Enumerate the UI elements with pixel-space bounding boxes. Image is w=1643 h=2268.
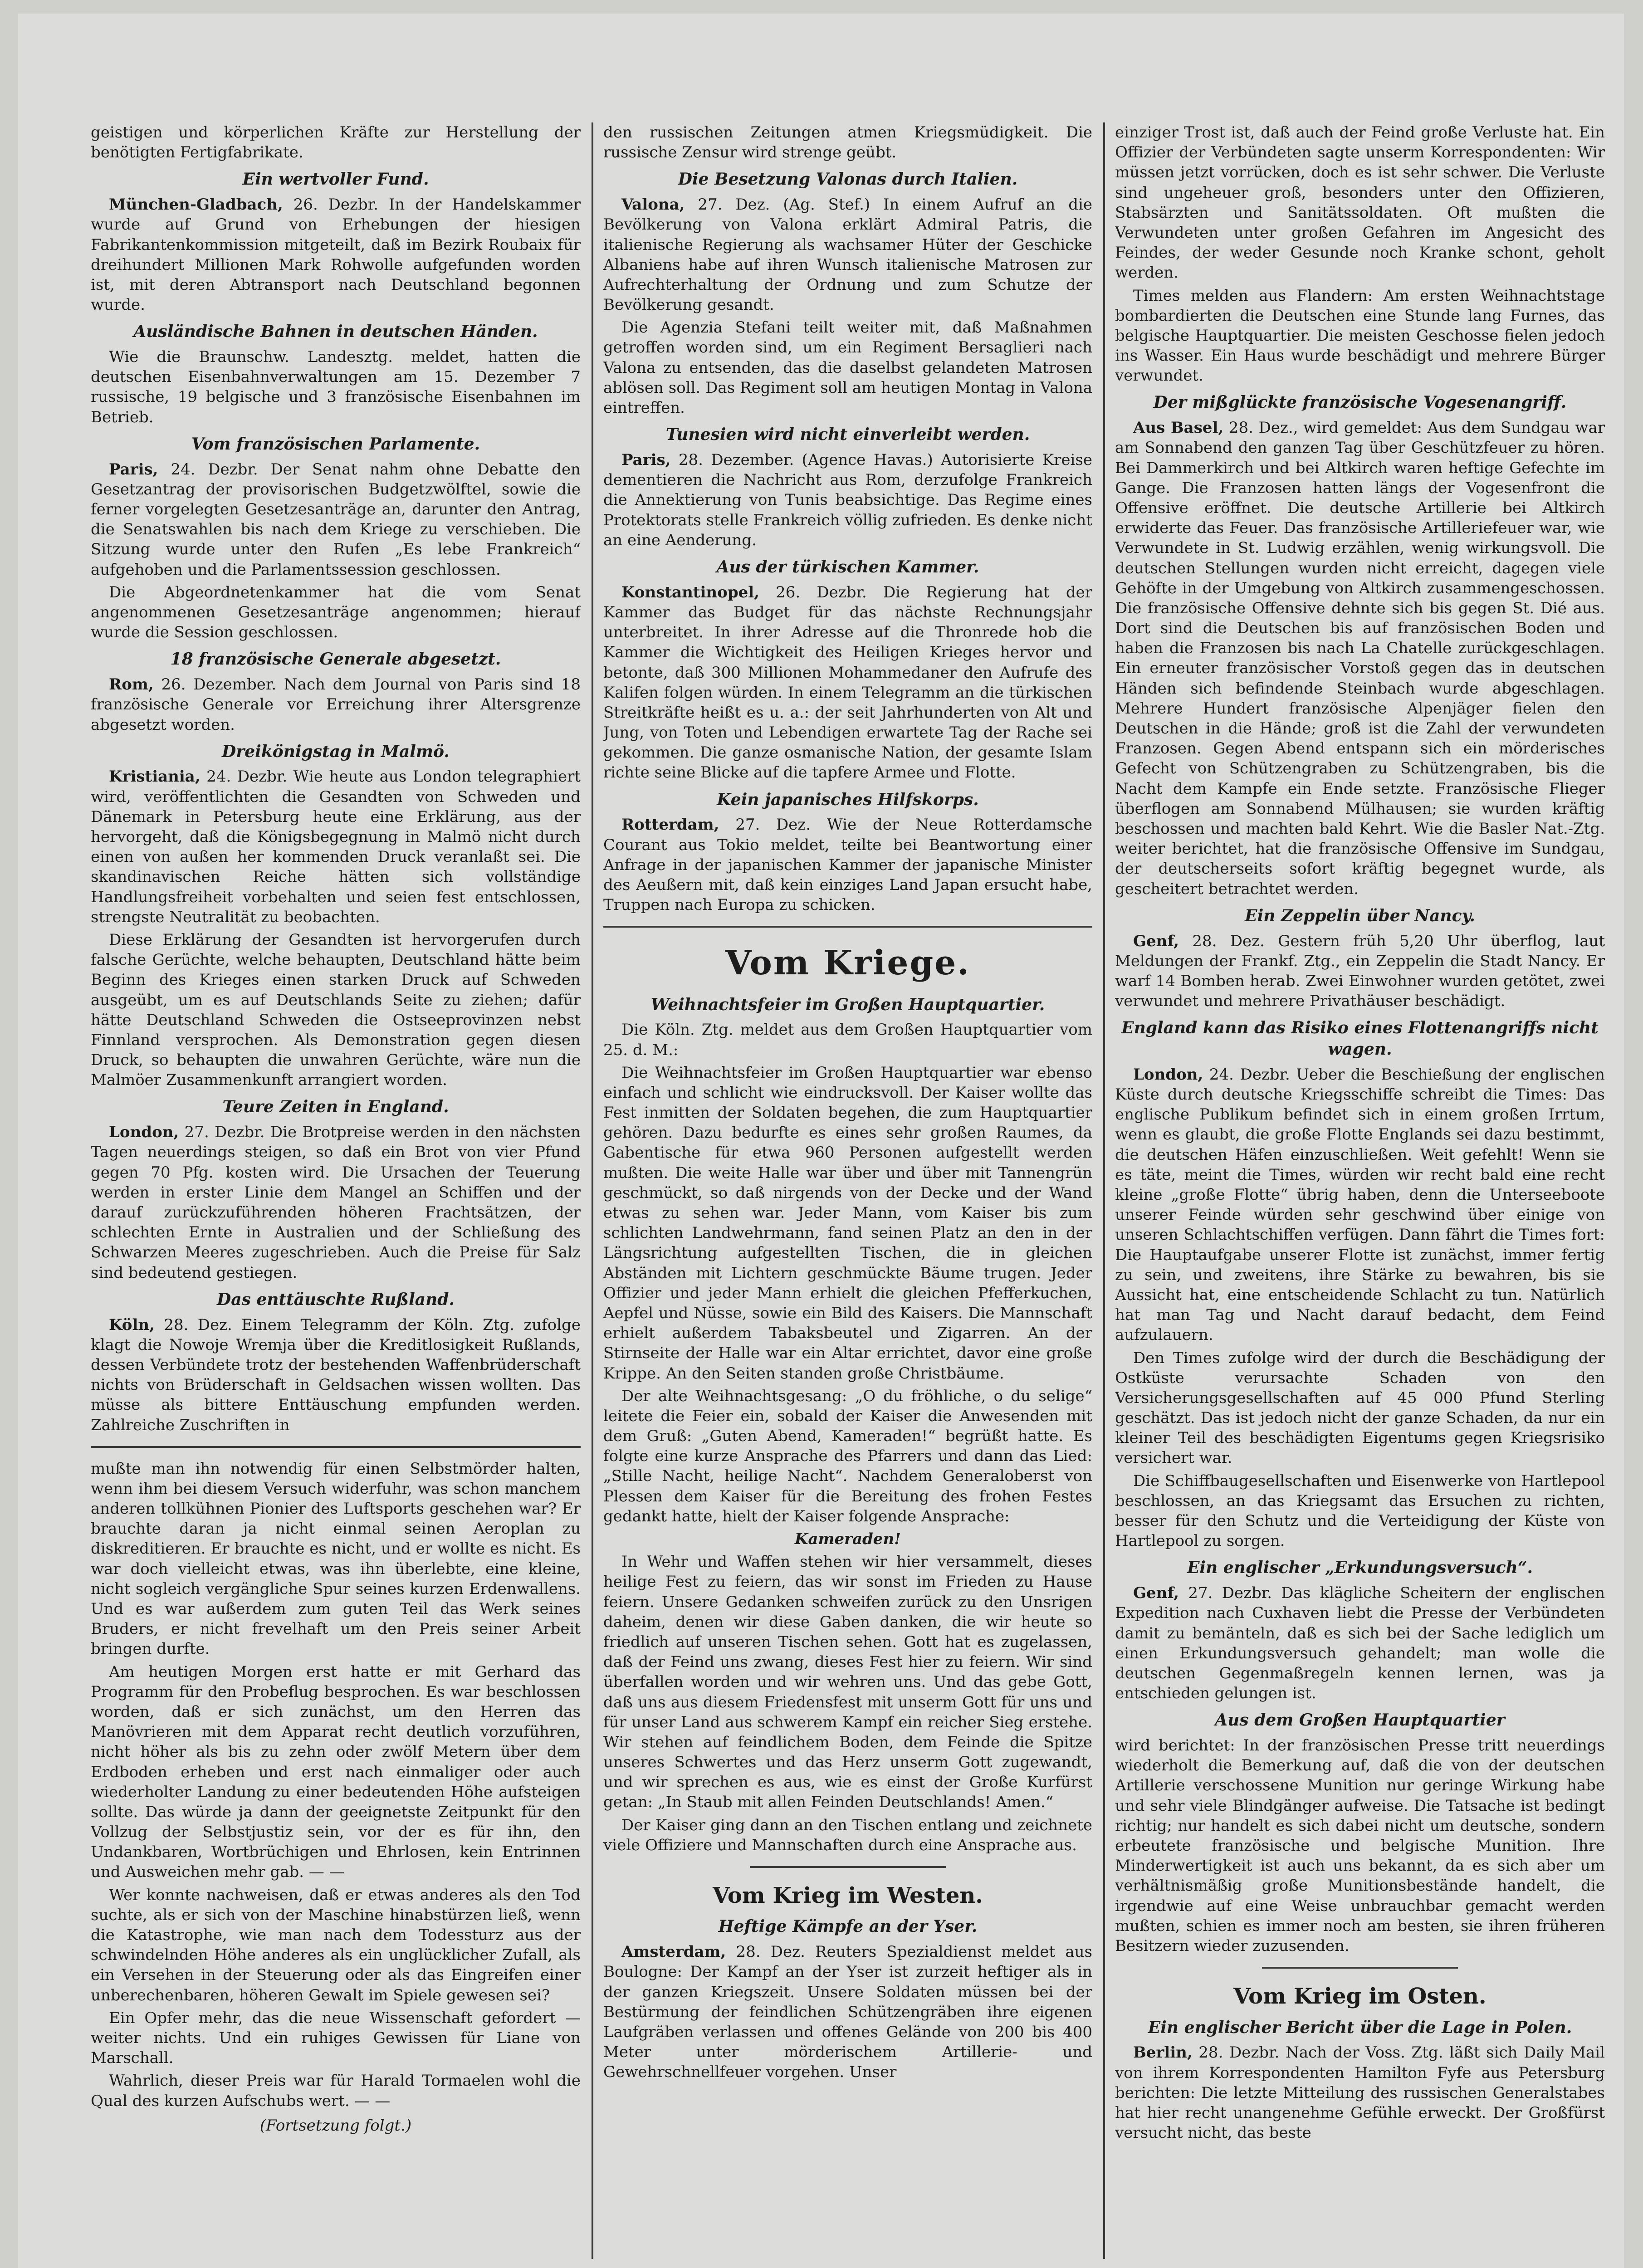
article-text <box>91 675 581 735</box>
article-heading: 18 französische Generale abgesetzt. <box>170 650 501 669</box>
article-body: 27. Dez. Wie der Neue Rotterdamsche Courant aus Tokio meldet, teilte bei Beantwortung einer Anfrage in der japanischen Kammer der japanische Minister des Aeußern mit, daß kein einziges Land Japan ersucht habe, Truppen nach Europa zu schicken. <box>603 816 1092 914</box>
article-heading: Das enttäuschte Rußland. <box>217 1290 455 1309</box>
article-text: Der Kaiser ging dann an den Tischen entlang und zeichnete viele Offiziere und Mannschaften durch eine Ansprache aus. <box>603 1816 1092 1854</box>
article-body: 26. Dezbr. In der Handelskammer wurde auf Grund von Erhebungen der hiesigen Fabrikantenkommission mitgeteilt, daß im Bezirk Roubaix für dreihundert Millionen Mark Rohwolle aufgefunden worden ist, mit deren Abtransport nach Deutschland begonnen wurde. <box>91 196 581 314</box>
section-title: Vom Kriege. <box>725 943 971 983</box>
article-text <box>603 1942 1092 2082</box>
article-text <box>91 459 581 580</box>
article-body: 28. Dez. Gestern früh 5,20 Uhr überflog, laut Meldungen der Frankf. Ztg., ein Zeppelin die Stadt Nancy. Er warf 14 Bomben herab. Zwei Einwohner wurden getötet, zwei verwundet und mehrere Privathäuser beschädigt. <box>1115 932 1605 1011</box>
dateline: Paris, <box>621 451 671 469</box>
column-rule-left <box>592 122 593 2259</box>
article-heading: Kein japanisches Hilfskorps. <box>717 790 979 809</box>
dateline: Berlin, <box>1133 2043 1193 2062</box>
article-text <box>603 195 1092 315</box>
dateline: München-Gladbach, <box>109 196 283 214</box>
column-rule-right <box>1103 122 1105 2259</box>
feuilleton-text: Wer konnte nachweisen, daß er etwas anderes als den Tod suchte, als er sich von der Maschine hinabstürzen ließ, wenn die Katastrophe, wie man nach dem Todessturz aus der schwindelnden Höhe anderes als ein unglücklicher Zufall, als ein Versehen in der Steuerung oder als das Eingreifen einer unberechenbaren, höheren Gewalt im Spiele gewesen sei? <box>91 1886 581 2004</box>
article-text: Times melden aus Flandern: Am ersten Weihnachtstage bombardierten die Deutschen eine Stunde lang Furnes, das belgische Hauptquartier. Die meisten Geschosse fielen jedoch ins Wasser. Ein Haus wurde beschädigt und mehrere Bürger verwundet. <box>1115 286 1605 385</box>
article-heading: Weihnachtsfeier im Großen Hauptquartier. <box>650 995 1045 1014</box>
article-text: Den Times zufolge wird der durch die Beschädigung der Ostküste verursachte Schaden von den Versicherungsgesellschaften auf 45 000 Pfund Sterling geschätzt. Das ist jedoch nicht der ganze Schaden, da nur ein kleiner Teil des beschädigten Eigentums gegen Kriegsrisiko versichert war. <box>1115 1349 1605 1467</box>
article-text: In Wehr und Waffen stehen wir hier versammelt, dieses heilige Fest zu feiern, das wir sonst im Frieden zu Hause feiern. Unsere Gedanken schweifen zurück zu den Unsrigen daheim, denen wir diese Gaben danken, die wir heute so friedlich auf unseren Tischen sehen. Gott hat es zugelassen, daß der Feind uns zwang, dieses Fest hier zu feiern. Wir sind überfallen worden und wir wehren uns. Und das gebe Gott, daß uns aus diesem Friedensfest mit unserm Gott für uns und für unser Land aus schwerem Kampf ein reicher Sieg erstehe. Wir stehen auf feindlichem Boden, dem Feinde die Spitze unseres Schwertes und das Herz unserm Gott zugewandt, und wir sprechen es aus, wie es einst der Große Kurfürst getan: „In Staub mit allen Feinden Deutschlands! Amen.“ <box>603 1553 1092 1812</box>
dateline: Aus Basel, <box>1133 419 1224 437</box>
article-heading: Aus dem Großen Hauptquartier <box>1215 1711 1505 1730</box>
article-heading: Ein Zeppelin über Nancy. <box>1245 906 1475 925</box>
article-text: Die Agenzia Stefani teilt weiter mit, daß Maßnahmen getroffen worden sind, um ein Regiment Bersaglieri nach Valona zu entsenden, das die daselbst gelandeten Matrosen ablösen soll. Das Regiment soll am heutigen Montag in Valona eintreffen. <box>603 318 1092 417</box>
article-text: Wie die Braunschw. Landesztg. meldet, hatten die deutschen Eisenbahnverwaltungen am 15. Dezember 7 russische, 19 belgische und 3 französische Eisenbahnen im Betrieb. <box>91 348 581 426</box>
article-heading: England kann das Risiko eines Flottenangriffs nicht wagen. <box>1121 1018 1599 1059</box>
section-divider <box>603 926 1092 928</box>
section-subtitle: Vom Krieg im Osten. <box>1233 1984 1487 2009</box>
article-body: 26. Dezember. Nach dem Journal von Paris sind 18 französische Generale vor Erreichung ihrer Altersgrenze abgesetzt worden. <box>91 675 581 734</box>
article-text <box>603 582 1092 783</box>
article-heading: Ein englischer Bericht über die Lage in Polen. <box>1148 2018 1572 2037</box>
article-heading: Aus der türkischen Kammer. <box>716 557 979 577</box>
article-text: Die Abgeordnetenkammer hat die vom Senat angenommenen Gesetzesanträge angenommen; hierauf wurde die Session geschlossen. <box>91 583 581 642</box>
continuation-note: (Fortsetzung folgt.) <box>259 2116 412 2135</box>
article-text: Die Köln. Ztg. meldet aus dem Großen Hauptquartier vom 25. d. M.: <box>603 1021 1092 1059</box>
article-text <box>1115 931 1605 1012</box>
article-text: den russischen Zeitungen atmen Kriegsmüdigkeit. Die russische Zensur wird strenge geübt. <box>603 123 1092 162</box>
article-body: 28. Dez. Reuters Spezialdienst meldet aus Boulogne: Der Kampf an der Yser ist zurzeit heftiger als in der ganzen Kriegszeit. Unsere Soldaten müssen bei der Bestürmung der feindlichen Schützengräben ihre eigenen Laufgräben verlassen und offenes Gelände von 200 bis 400 Meter unter mörderischem Artillerie- und Gewehrschnellfeuer vorgehen. Unser <box>603 1943 1092 2082</box>
article-heading: Tunesien wird nicht einverleibt werden. <box>665 425 1030 445</box>
dateline: Rom, <box>109 675 154 694</box>
article-heading: Vom französischen Parlamente. <box>191 434 480 454</box>
feuilleton-divider <box>91 1446 581 1448</box>
article-text <box>1115 2043 1605 2143</box>
column-right <box>1115 122 1605 2263</box>
article-text: einziger Trost ist, daß auch der Feind große Verluste hat. Ein Offizier der Verbündeten sagte unserm Korrespondenten: Wir müssen jetzt vorrücken, doch es ist sehr schwer. Die Verluste sind ungeheuer groß, besonders unter den Offizieren, Stabsärzten und Sanitätssoldaten. Oft mußten die Verwundeten unter großen Gefahren im Angesicht des Feindes, der weder Gesunde noch Kranke schont, geholt werden. <box>1115 123 1605 282</box>
article-heading: Dreikönigstag in Malmö. <box>222 742 450 761</box>
dateline: Genf, <box>1133 932 1179 950</box>
article-text: geistigen und körperlichen Kräfte zur Herstellung der benötigten Fertigfabrikate. <box>91 123 581 162</box>
article-text <box>91 195 581 315</box>
article-text: wird berichtet: In der französischen Presse tritt neuerdings wiederholt die Bemerkung auf, daß die von der deutschen Artillerie verschossene Munition nur geringe Wirkung habe und sehr viele Blindgänger aufweise. Die Tatsache ist bedingt richtig; nur handelt es sich dabei nicht um deutsche, sondern erbeutete französische und belgische Munition. Ihre Minderwertigkeit ist auch uns bekannt, da es sich aber um verhältnismäßig große Munitionsbestände handelt, die irgendwie auf eine Weise unbrauchbar gemacht werden mußten, schien es immer noch am besten, sie ihren früheren Besitzern wieder zuzusenden. <box>1115 1736 1605 1955</box>
dateline: Konstantinopel, <box>621 583 759 601</box>
short-divider <box>1262 1967 1458 1969</box>
article-text <box>91 1315 581 1435</box>
article-body: 26. Dezbr. Die Regierung hat der Kammer das Budget für das nächste Rechnungsjahr unterbreitet. In ihrer Adresse auf die Thronrede hob die Kammer die Wichtigkeit des Heiligen Krieges hervor und betonte, daß 300 Millionen Mohammedaner den Aufrufe des Kalifen folgen würden. In einem Telegramm an die türkischen Streitkräfte heißt es u. a.: der seit Jahrhunderten von Alt und Jung, von Toten und Lebendigen erwartete Tag der Rache sei gekommen. Die ganze osmanische Nation, der gesamte Islam richte seine Blicke auf die tapfere Armee und Flotte. <box>603 583 1092 782</box>
article-heading: Ein wertvoller Fund. <box>242 170 429 189</box>
dateline: Kristiania, <box>109 767 200 786</box>
dateline: Köln, <box>109 1315 155 1334</box>
article-heading: Der mißglückte französische Vogesenangriff. <box>1153 393 1567 412</box>
article-body: 24. Dezbr. Der Senat nahm ohne Debatte den Gesetzantrag der provisorischen Budgetzwölftel, sowie die ferner vorgelegten Gesetzesanträge an, darunter den Antrag, die Senatswahlen bis nach dem Kriege zu verschieben. Die Sitzung wurde unter den Rufen „Es lebe Frankreich“ aufgehoben und die Parlamentssession geschlossen. <box>91 460 581 579</box>
article-text <box>91 1122 581 1283</box>
article-body: 28. Dezember. (Agence Havas.) Autorisierte Kreise dementieren die Nachricht aus Rom, derzufolge Frankreich die Annektierung von Tunis beabsichtige. Das Regime eines Protektorats stelle Frankreich völlig zufrieden. Es denke nicht an eine Aenderung. <box>603 451 1092 549</box>
dateline: Genf, <box>1133 1584 1179 1603</box>
section-subtitle: Vom Krieg im Westen. <box>712 1883 983 1909</box>
feuilleton-text: Am heutigen Morgen erst hatte er mit Gerhard das Programm für den Probeflug besprochen. Es war beschlossen worden, daß er sich zunächst, um den Herren das Manövrieren mit dem Apparat recht deutlich vorzuführen, nicht höher als bis zu zehn oder zwölf Metern über dem Erdboden erheben und erst nach einmaliger oder auch wiederholter Landung zu einer bedeutenden Höhe aufsteigen sollte. Das würde ja dann der geeignetste Zeitpunkt für den Vollzug der Selbstjustiz sein, vor der es für ihn, den Undankbaren, Wortbrüchigen und Ehrlosen, kein Entrinnen und Ausweichen mehr gab. — — <box>91 1662 581 1882</box>
article-text: Der alte Weihnachtsgesang: „O du fröhliche, o du selige“ leitete die Feier ein, sobald der Kaiser die Anwesenden mit dem Gruß: „Guten Abend, Kameraden!“ begrüßt hatte. Es folgte eine kurze Ansprache des Pfarrers und dann das Lied: „Stille Nacht, heilige Nacht“. Nachdem Generaloberst von Plessen dem Kaiser für die Bereitung des frohen Festes gedankt hatte, hielt der Kaiser folgende Ansprache: <box>603 1387 1092 1525</box>
article-text: Die Weihnachtsfeier im Großen Hauptquartier war ebenso einfach und schlicht wie eindrucksvoll. Der Kaiser wollte das Fest inmitten der Soldaten begehen, die zum Hauptquartier gehören. Dazu bedurfte es eines sehr großen Raumes, da Gabentische für etwa 960 Personen aufgestellt werden mußten. Die weite Halle war über und über mit Tannengrün geschmückt, so daß nirgends von der Decke und der Wand etwas zu sehen war. Jeder Mann, vom Kaiser bis zum schlichten Landwehrmann, fand seinen Platz an den in der Längsrichtung aufgestellten Tischen, die in gleichen Abständen mit Lichtern geschmückte Bäume trugen. Jeder Offizier und jeder Mann erhielt die gleichen Pfefferkuchen, Aepfel und Nüsse, sowie ein Bild des Kaisers. Die Mannschaft erhielt außerdem Tabaksbeutel und Zigarren. An der Stirnseite der Halle war ein Altar errichtet, davor eine große Krippe. An den Seiten standen große Christbäume. <box>603 1063 1092 1383</box>
dateline: Paris, <box>109 460 158 479</box>
article-body: 24. Dezbr. Ueber die Beschießung der englischen Küste durch deutsche Kriegsschiffe schreibt die Times: Das englische Publikum befindet sich in einem großen Irrtum, wenn es glaubt, die große Flotte Englands sei dazu bestimmt, die deutschen Häfen einzuschließen. Weit gefehlt! Wenn sie es täte, meint die Times, würden wir recht bald eine recht kleine „große Flotte“ übrig haben, denn die Unterseeboote unserer Feinde würden sehr geschwind über einige von unseren Schlachtschiffen verfügen. Dann fährt die Times fort: Die Hauptaufgabe unserer Flotte ist zunächst, immer fertig zu sein, und zweitens, ihre Stärke zu bewahren, bis sie Aussicht hat, eine entscheidende Schlacht zu tun. Natürlich hat man Tag und Nacht darauf bedacht, dem Feind aufzulauern. <box>1115 1065 1605 1344</box>
newspaper-page <box>18 14 1624 2268</box>
feuilleton-text: Wahrlich, dieser Preis war für Harald Tormaelen wohl die Qual des kurzen Aufschubs wert. — — <box>91 2072 581 2110</box>
speech-salutation: Kameraden! <box>794 1530 901 1549</box>
article-text <box>1115 418 1605 899</box>
short-divider <box>750 1866 945 1868</box>
article-text: Diese Erklärung der Gesandten ist hervorgerufen durch falsche Gerüchte, welche behaupten, Deutschland hätte beim Beginn des Krieges einen starken Druck auf Schweden ausgeübt, um es auf Deutschlands Seite zu ziehen; dafür hätte Deutschland Schweden die Ostseeprovinzen nebst Finnland versprochen. Als Demonstration gegen diesen Druck, so behaupten die unwahren Gerüchte, wäre nun die Malmöer Zusammenkunft arrangiert worden. <box>91 930 581 1090</box>
dateline: London, <box>1133 1065 1203 1084</box>
article-body: 27. Dezbr. Die Brotpreise werden in den nächsten Tagen neuerdings steigen, so daß ein Brot von vier Pfund gegen 70 Pfg. kosten wird. Die Ursachen der Teuerung werden in erster Linie dem Mangel an Schiffen und der darauf zurückzuführenden höheren Frachtsätzen, der schlechten Ernte in Australien und der Schließung des Schwarzen Meeres zugeschrieben. Auch die Preise für Salz sind bedeutend gestiegen. <box>91 1123 581 1282</box>
dateline: Amsterdam, <box>621 1943 726 1961</box>
article-heading: Teure Zeiten in England. <box>222 1097 449 1117</box>
article-text <box>603 815 1092 915</box>
article-text <box>1115 1065 1605 1345</box>
article-text <box>603 450 1092 550</box>
article-text <box>1115 1583 1605 1703</box>
article-heading: Ausländische Bahnen in deutschen Händen. <box>133 322 538 342</box>
feuilleton-text: Ein Opfer mehr, das die neue Wissenschaft gefordert — weiter nichts. Und ein ruhiges Gewissen für Liane von Marschall. <box>91 2009 581 2068</box>
article-body: 27. Dezbr. Das klägliche Scheitern der englischen Expedition nach Cuxhaven liebt die Presse der Verbündeten damit zu bemänteln, daß es sich bei der Sache lediglich um einen Erkundungsversuch gehandelt; man wolle die deutschen Gegenmaßregeln kennen lernen, was ja entschieden gelungen ist. <box>1115 1584 1605 1703</box>
article-heading: Ein englischer „Erkundungsversuch“. <box>1187 1558 1533 1578</box>
feuilleton-text: mußte man ihn notwendig für einen Selbstmörder halten, wenn ihm bei diesem Versuch widerfuhr, was schon manchem anderen tollkühnen Pionier des Luftsports geschehen war? Er brauchte daran ja nicht einmal seinen Aeroplan zu diskreditieren. Er brauchte es nicht, und er wollte es nicht. Es war doch vielleicht etwas, was ihn überlebte, eine kleine, nicht sogleich vergängliche Spur seines kurzen Erdenwallens. Und es war außerdem zum guten Teil das Werk seines Bruders, er nicht frevelhaft um den Preis seiner Arbeit bringen durfte. <box>91 1459 581 1658</box>
article-heading: Die Besetzung Valonas durch Italien. <box>678 170 1018 189</box>
article-body: 28. Dez., wird gemeldet: Aus dem Sundgau war am Sonnabend den ganzen Tag über Geschützfeuer zu hören. Bei Dammerkirch und bei Altkirch waren heftige Gefechte im Gange. Die Franzosen hatten längs der Vogesenfront die Offensive eröffnet. Die deutsche Artillerie bei Altkirch erwiderte das Feuer. Das französische Artilleriefeuer war, wie Verwundete in St. Ludwig erzählen, wenig wirkungsvoll. Die deutschen Stellungen wurden nicht erreicht, dagegen viele Gehöfte in der Umgebung von Altkirch zusammengeschossen. Die französische Offensive dehnte sich bis gegen St. Dié aus. Dort sind die Deutschen bis auf französischen Boden und haben die Franzosen bis nach La Chatelle zurückgeschlagen. Ein erneuter französischer Vorstoß gegen das in deutschen Händen sich befindende Steinbach wurde abgeschlagen. Mehrere Hundert französische Alpenjäger fielen den Deutschen in die Hände; groß ist die Zahl der verwundeten Franzosen. Gegen Abend entspann sich ein mörderisches Gefecht von Schützengraben zu Schützengraben, bis die Nacht dem Kampfe ein Ende setzte. Französische Flieger überflogen am Sonnabend Mülhausen; sie wurden kräftig beschossen und machten bald Kehrt. Wie die Basler Nat.-Ztg. weiter berichtet, hat die französische Offensive im Sundgau, der deutscherseits sofort kräftig begegnet wurde, als gescheitert betrachtet werden. <box>1115 419 1605 898</box>
article-body: 28. Dez. Einem Telegramm der Köln. Ztg. zufolge klagt die Nowoje Wremja über die Kreditlosigkeit Rußlands, dessen Verbündete trotz der bestehenden Waffenbrüderschaft nichts von Brüderschaft in Geldsachen wissen wollten. Das müsse als bittere Enttäuschung empfunden werden. Zahlreiche Zuschriften in <box>91 1315 581 1434</box>
dateline: Rotterdam, <box>621 816 719 834</box>
dateline: Valona, <box>621 196 685 214</box>
dateline: London, <box>109 1123 179 1142</box>
column-middle <box>603 122 1092 2263</box>
article-body: 24. Dezbr. Wie heute aus London telegraphiert wird, veröffentlichten die Gesandten von Schweden und Dänemark in Petersburg heute eine Erklärung, aus der hervorgeht, daß die Königsbegegnung in Malmö nicht durch einen von außen her kommenden Druck veranlaßt sei. Die skandinavischen Reiche hätten sich vollständige Handlungsfreiheit vorbehalten und seien fest entschlossen, strengste Neutralität zu beobachten. <box>91 767 581 926</box>
article-text <box>91 767 581 927</box>
column-left <box>91 122 581 2263</box>
article-body: 28. Dezbr. Nach der Voss. Ztg. läßt sich Daily Mail von ihrem Korrespondenten Hamilton Fyfe aus Petersburg berichten: Die letzte Mitteilung des russischen Generalstabes hat hier recht unangenehme Gefühle erweckt. Der Großfürst versucht nicht, das beste <box>1115 2043 1605 2142</box>
article-heading: Heftige Kämpfe an der Yser. <box>718 1917 978 1936</box>
article-text: Die Schiffbaugesellschaften und Eisenwerke von Hartlepool beschlossen, an das Kriegsamt das Ersuchen zu richten, besser für den Schutz und die Verteidigung der Küste von Hartlepool zu sorgen. <box>1115 1471 1605 1550</box>
article-body: 27. Dez. (Ag. Stef.) In einem Aufruf an die Bevölkerung von Valona erklärt Admiral Patris, die italienische Regierung als wachsamer Hüter der Geschicke Albaniens habe auf ihren Wunsch italienische Matrosen zur Aufrechterhaltung der Ordnung und zum Schutze der Bevölkerung gesandt. <box>603 196 1092 314</box>
